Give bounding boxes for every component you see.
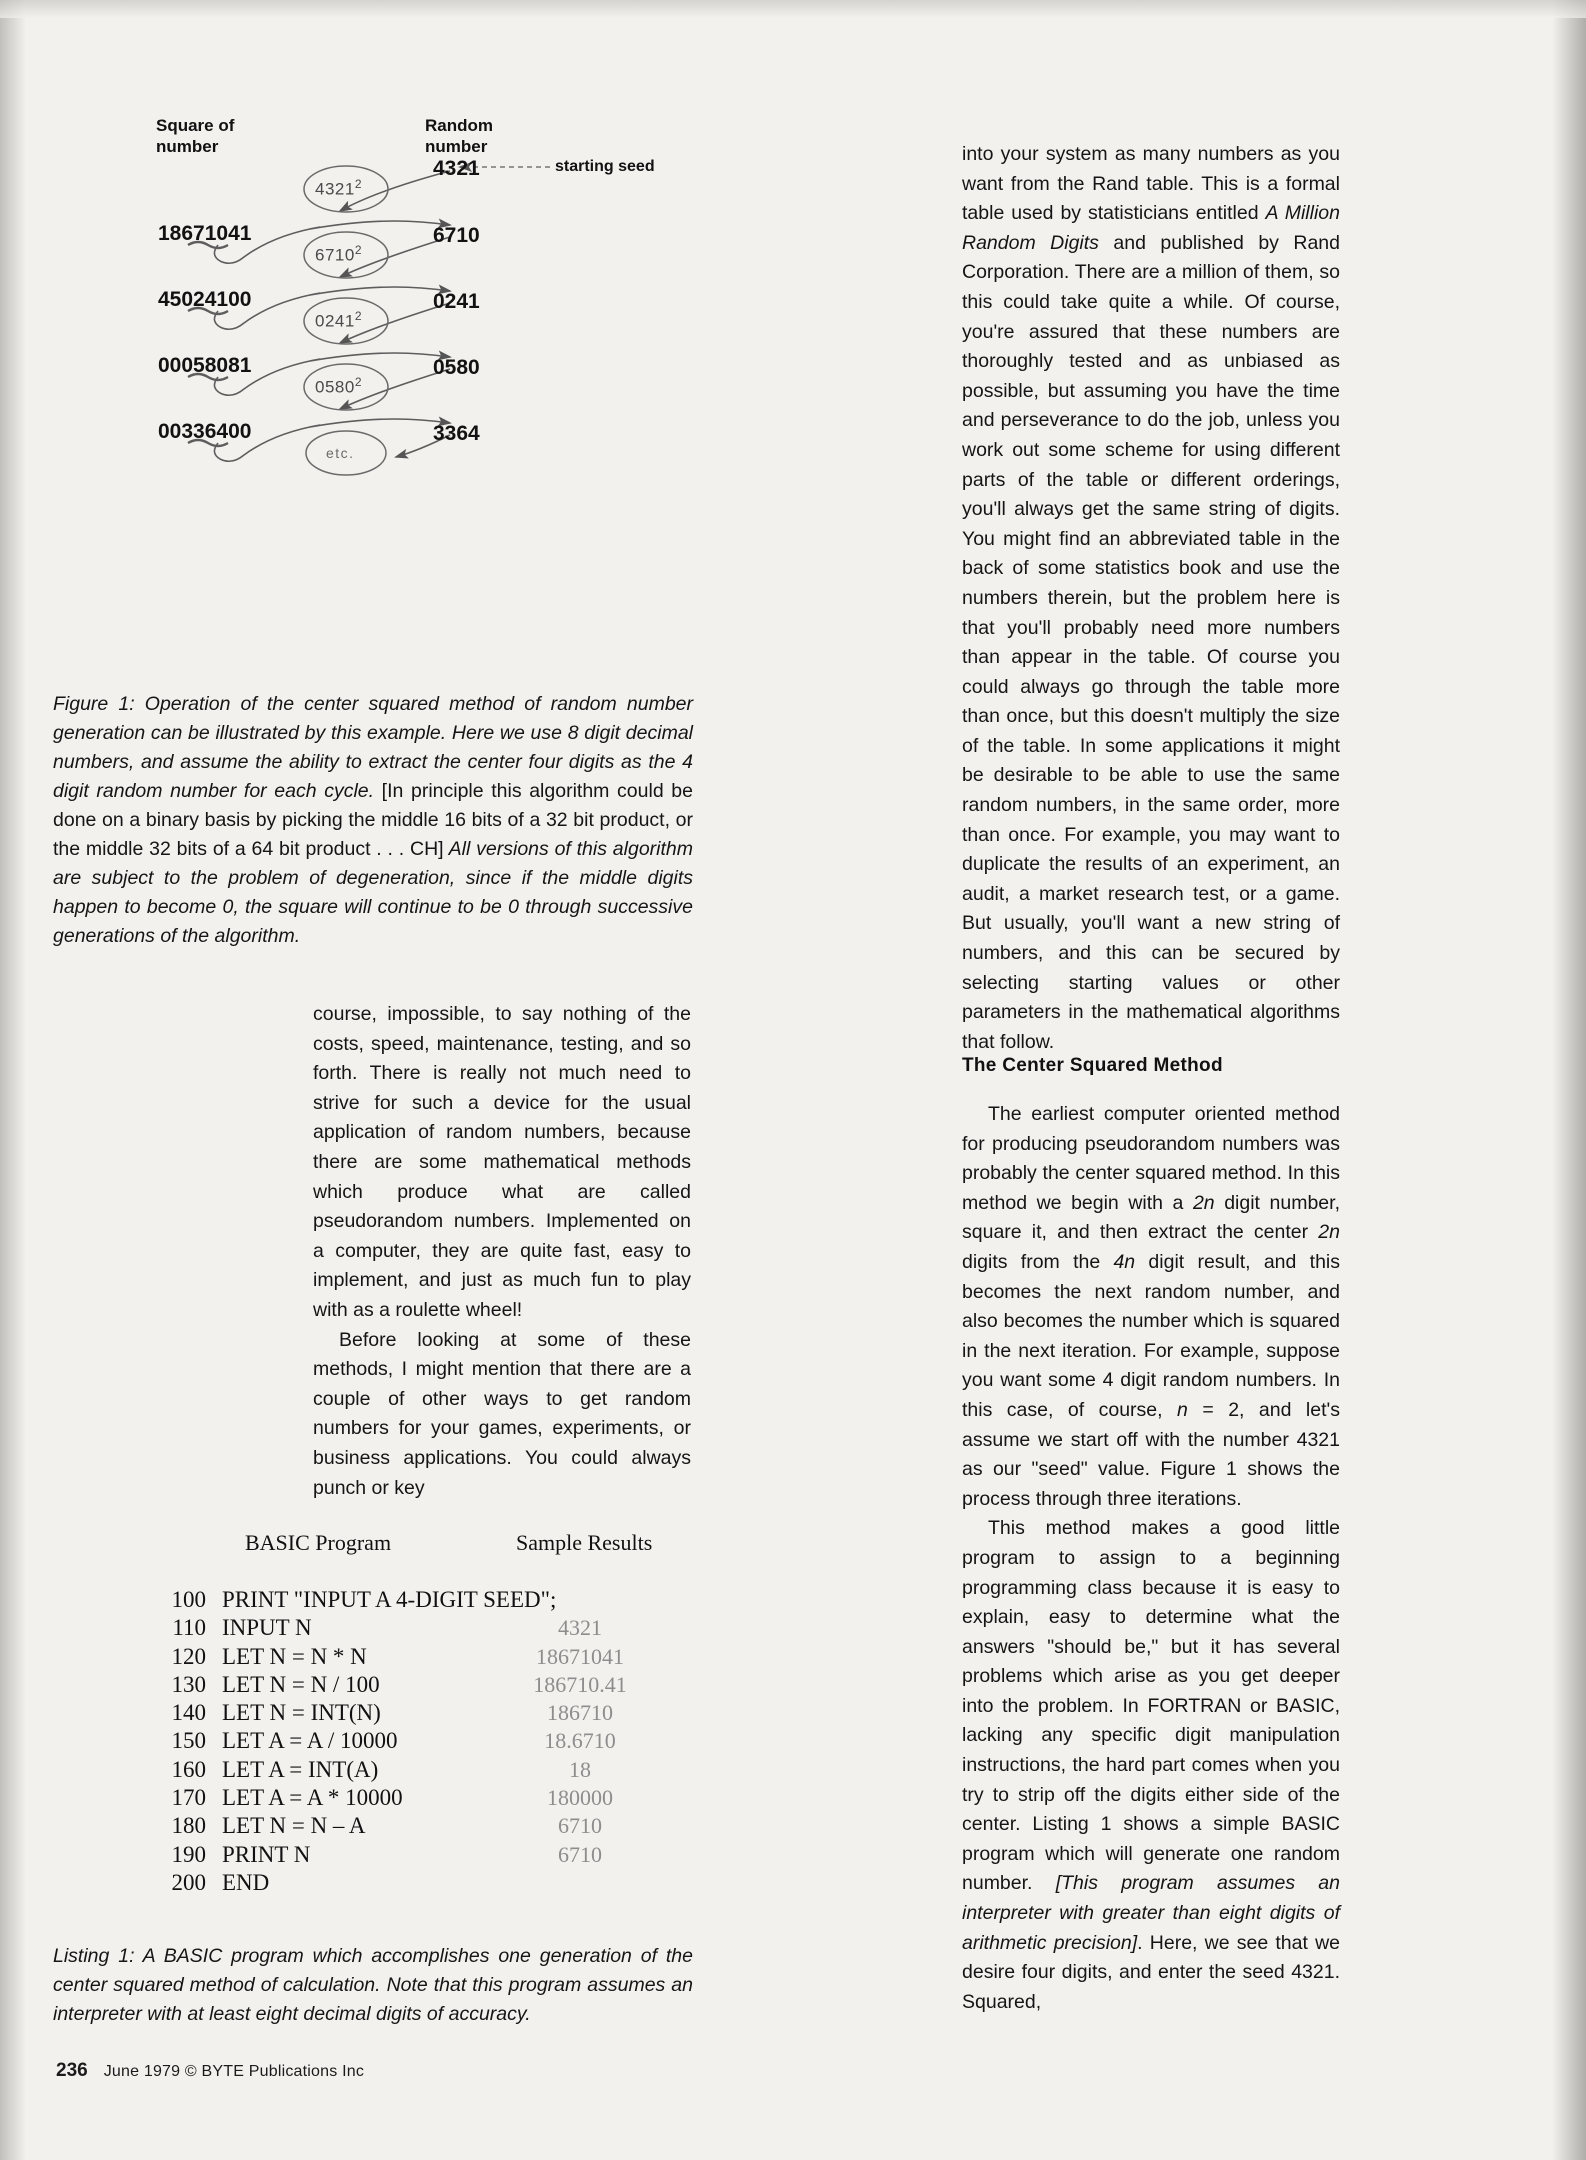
figure-caption-italic-2: All versions of this algorithm are subject to the problem of degeneration, since if the middle digits happen to become 0, the square will continue to be 0 through successive generations of the algorithm. <box>53 838 693 947</box>
square-of-number-1: 45024100 <box>158 288 252 311</box>
right-paragraph-1: into your system as many numbers as you want from the Rand table. This is a formal table used by statisticians entitled A Million Random Digits and published by Rand Corporation. There are a million of them, so this could take quite a while. Of course, you're assured that these numbers are thoroughly tested and as unbiased as possible, but assuming you have the time and perseverance to do the job, unless you work out some scheme for using different parts of the table or different orderings, you'll always get the same string of digits. You might find an abbreviated table in the back of some statistics book and use the numbers therein, but the problem here is that you'll probably need more numbers than appear in the table. Of course you could always go through the table more than once, but this doesn't multiply the size of the table. In some applications it might be desirable to be able to use the same random numbers, in the same order, more than once. For example, you may want to duplicate the results of an experiment, an audit, a market research test, or a game. But usually, you'll want a new string of numbers, and this can be secured by selecting starting values or other parameters in the mathematical algorithms that follow. <box>962 143 1341 1053</box>
listing-row <box>150 1728 810 1756</box>
listing-row <box>150 1757 810 1785</box>
listing-line-number: 190 <box>171 1841 206 1867</box>
listing-caption-text: Listing 1: A BASIC program which accomplishes one generation of the center squared method of calculation. Note that this program assumes an interpreter with at least eight decimal digits of accuracy. <box>53 1945 693 2025</box>
square-of-number-3: 00336400 <box>158 420 252 443</box>
page-footer <box>56 2060 364 2082</box>
listing-row <box>150 1813 810 1841</box>
listing-line-number: 200 <box>171 1869 206 1895</box>
left-paragraph-1: course, impossible, to say nothing of the costs, speed, maintenance, testing, and so forth. There is really not much need to strive for such a device for the usual application of random numbers, because there are some mathematical methods which produce what are called pseudorandom numbers. Implemented on a computer, they are quite fast, easy to implement, and just as much fun to play with as a roulette wheel! <box>313 1003 691 1321</box>
listing-code: LET A = INT(A) <box>222 1756 379 1782</box>
listing-rows <box>150 1587 810 1898</box>
listing-1-caption <box>53 1942 693 2029</box>
arrow-rnd-3 <box>310 353 450 361</box>
listing-line-number: 130 <box>171 1671 206 1697</box>
subhead-the-center-squared-method: The Center Squared Method <box>962 1055 1223 1076</box>
right-paragraph-2: The earliest computer oriented method for producing pseudorandom numbers was probably the center squared method. In this method we begin with a 2n digit number, square it, and then extract the center 2n digits from the 4n digit result, and this becomes the next random number, and also becomes the number which is squared in the next iteration. For example, suppose you want some 4 digit random numbers. In this case, of course, n = 2, and let's assume we start off with the number 4321 as our "seed" value. Figure 1 shows the process through three iterations. <box>962 1103 1340 1510</box>
starting-seed-label: starting seed <box>555 158 655 175</box>
random-number-0: 4321 <box>433 157 480 180</box>
listing-code: PRINT N <box>222 1841 311 1867</box>
bubble-label-2: 0241$^2$ <box>315 309 363 331</box>
bubble-label-etc: etc. <box>326 445 355 461</box>
listing-row <box>150 1615 810 1643</box>
square-of-number-0: 18671041 <box>158 222 252 245</box>
random-number-2: 0241 <box>433 290 480 313</box>
listing-sample-result: 6710 <box>558 1813 602 1839</box>
listing-header-sample-results: Sample Results <box>516 1530 653 1555</box>
listing-1-block <box>150 1530 810 1898</box>
scan-edge-right <box>1552 0 1586 2160</box>
bubble-label-3: 0580$^2$ <box>315 375 363 397</box>
body-column-right-bottom <box>962 1100 1340 2017</box>
listing-row <box>150 1644 810 1672</box>
listing-row <box>150 1842 810 1870</box>
listing-sample-result: 18 <box>569 1756 591 1782</box>
random-number-4: 3364 <box>433 422 480 445</box>
body-column-right-top <box>962 140 1340 1057</box>
listing-row <box>150 1785 810 1813</box>
arrow-rnd-2 <box>310 287 450 295</box>
footer-publication-meta: June 1979 © BYTE Publications Inc <box>103 2063 365 2080</box>
body-column-left <box>313 1000 691 1503</box>
right-paragraph-3: This method makes a good little program to assign to a beginning programming class because it is easy to explain, easy to determine what the answers "should be," but it has several problems which arise as you get deeper into the problem. In FORTRAN or BASIC, lacking any specific digit manipulation instructions, the hard part comes when you try to strip off the digits either side of the center. Listing 1 shows a simple BASIC program which will generate one random number. [This program assumes an interpreter with greater than eight digits of arithmetic precision]. Here, we see that we desire four digits, and enter the seed 4321. Squared, <box>962 1517 1340 2013</box>
left-paragraph-2: Before looking at some of these methods, I might mention that there are a couple of other ways to get random numbers for your games, experiments, or business applications. You could always punch or key <box>313 1328 691 1499</box>
bubble-label-0: 4321$^2$ <box>315 177 363 199</box>
listing-sample-result: 186710 <box>547 1700 613 1726</box>
listing-row <box>150 1870 810 1898</box>
figure-header-square-of-number: Square of number <box>156 116 235 156</box>
listing-sample-result: 18.6710 <box>544 1728 616 1754</box>
listing-code: LET N = N / 100 <box>222 1671 380 1697</box>
bubble-label-1: 6710$^2$ <box>315 243 363 265</box>
listing-line-number: 100 <box>171 1587 206 1612</box>
listing-line-number: 150 <box>171 1728 206 1754</box>
arrow-rnd-1 <box>310 221 450 229</box>
square-of-number-2: 00058081 <box>158 354 252 377</box>
figure-caption-roman: [In principle this algorithm could be done on a binary basis by picking the middle 16 bits of a 32 bit product, or the middle 32 bits of a 64 bit product . . . CH] <box>53 780 693 860</box>
listing-code: PRINT "INPUT A 4-DIGIT SEED"; <box>222 1587 557 1612</box>
figure-1-diagram <box>150 105 690 505</box>
figure-1-caption <box>53 690 693 951</box>
figure-header-random-number: Random number <box>425 116 493 156</box>
listing-sample-result: 186710.41 <box>533 1671 627 1697</box>
page-number: 236 <box>56 2060 88 2081</box>
listing-line-number: 180 <box>171 1813 206 1839</box>
random-number-1: 6710 <box>433 224 480 247</box>
random-number-3: 0580 <box>433 356 480 379</box>
listing-row <box>150 1672 810 1700</box>
listing-sample-result: 180000 <box>547 1785 613 1811</box>
listing-sample-result: 6710 <box>558 1841 602 1867</box>
listing-code: INPUT N <box>222 1615 312 1641</box>
listing-row <box>150 1700 810 1728</box>
listing-code: LET A = A / 10000 <box>222 1728 398 1754</box>
listing-sample-result: 18671041 <box>536 1643 624 1669</box>
listing-sample-result: 4321 <box>558 1615 602 1641</box>
listing-row <box>150 1587 810 1615</box>
listing-line-number: 140 <box>171 1700 206 1726</box>
figure-caption-italic-1: Figure 1: Operation of the center squared method of random number generation can be illustrated by this example. Here we use 8 digit decimal numbers, and assume the ability to extract the center four digits as the 4 digit random number for each cycle. <box>53 693 693 802</box>
listing-code: LET A = A * 10000 <box>222 1785 403 1811</box>
listing-code: LET N = N * N <box>222 1643 367 1669</box>
listing-line-number: 120 <box>171 1643 206 1669</box>
listing-code: END <box>222 1869 270 1895</box>
listing-headers <box>150 1530 810 1570</box>
scan-edge-left <box>0 0 26 2160</box>
arrow-rnd-4 <box>310 419 450 427</box>
listing-line-number: 160 <box>171 1756 206 1782</box>
listing-code: LET N = INT(N) <box>222 1700 381 1726</box>
listing-header-basic-program: BASIC Program <box>245 1530 392 1555</box>
listing-code: LET N = N – A <box>222 1813 366 1839</box>
listing-line-number: 110 <box>172 1615 206 1641</box>
listing-line-number: 170 <box>171 1785 206 1811</box>
scan-edge-top <box>0 0 1586 18</box>
